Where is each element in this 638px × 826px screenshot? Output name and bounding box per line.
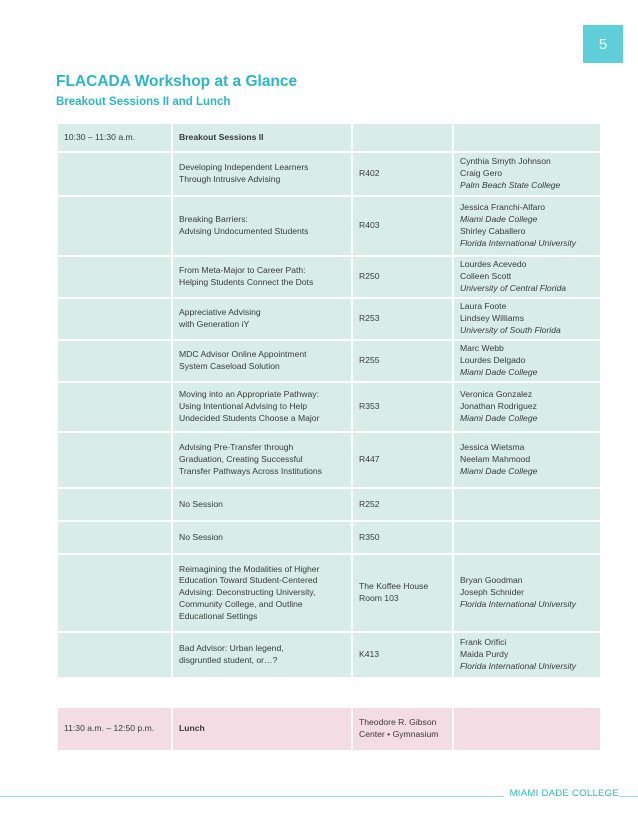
presenter-name: Craig Gero [460,168,503,179]
empty-cell [453,707,601,751]
presenter-name: Lindsey Williams [460,313,524,324]
time-cell [57,340,172,382]
time-cell [57,152,172,196]
title-line: Bad Advisor: Urban legend, [179,643,284,654]
room-line: The Koffee House [359,581,429,592]
session-presenters [453,382,601,432]
session-room [352,432,453,488]
session-presenters [453,298,601,340]
session-room [352,488,453,521]
header-row [57,123,601,152]
lunch-label: Lunch [172,707,352,751]
lunch-location [352,707,453,751]
time-cell [57,632,172,678]
session-presenters [453,432,601,488]
title-line: MDC Advisor Online Appointment [179,349,307,360]
presenter-institution: Palm Beach State College [460,179,561,190]
presenter-name: Veronica Gonzalez [460,389,533,400]
presenter-institution: Miami Dade College [460,412,538,423]
presenter-name: Bryan Goodman [460,575,523,586]
lunch-row [57,707,601,751]
presenter-name: Neelam Mahmood [460,454,531,465]
session-presenters [453,196,601,256]
presenter-institution: University of Central Florida [460,282,567,293]
session-row [57,521,601,554]
time-cell [57,382,172,432]
session-row [57,432,601,488]
footer-brand: MIAMI DADE COLLEGE [504,788,619,799]
presenter-name: Laura Foote [460,301,507,312]
presenter-name: Jonathan Rodriguez [460,401,537,412]
presenter-name: Lourdes Delgado [460,355,526,366]
session-title [172,152,352,196]
title-line: Graduation, Creating Successful [179,454,303,465]
page-number: 5 [583,25,623,63]
empty-cell [352,123,453,152]
title-line: Advising: Deconstructing University, [179,587,316,598]
presenter-name: Shirley Caballero [460,226,526,236]
session-room [352,521,453,554]
session-room [352,340,453,382]
session-title [172,521,352,554]
session-row [57,488,601,521]
time-cell [57,298,172,340]
time-cell [57,521,172,554]
title-line: No Session [179,531,223,542]
title-line: No Session [179,498,223,509]
title-line: Developing Independent Learners [179,162,309,173]
presenter-name: Joseph Schnider [460,587,525,598]
room-line: R447 [359,454,380,465]
session-row [57,152,601,196]
room-line: R350 [359,531,380,542]
session-title [172,554,352,632]
title-line: Transfer Pathways Across Institutions [179,465,322,476]
title-line: Through Intrusive Advising [179,174,281,184]
session-row [57,382,601,432]
presenter-institution: Miami Dade College [460,214,538,225]
title-line: Education Toward Student-Centered [179,575,318,586]
room-line: R252 [359,498,380,509]
lunch-time: 11:30 a.m. – 12:50 p.m. [57,707,172,751]
time-cell [57,256,172,298]
time-cell [57,554,172,632]
title-line: Advising Pre-Transfer through [179,442,294,453]
room-line: R403 [359,220,380,231]
session-presenters [453,554,601,632]
session-room [352,382,453,432]
presenter-institution: Miami Dade College [460,465,538,476]
session-title [172,298,352,340]
lunch-table [56,706,602,752]
presenter-name: Maida Purdy [460,649,509,660]
breakout-sessions-table [56,122,602,679]
presenter-institution: Florida International University [460,660,577,671]
session-room [352,632,453,678]
title-line: Helping Students Connect the Dots [179,277,314,287]
title-line: Using Intentional Advising to Help [179,401,308,412]
presenter-name: Lourdes Acevedo [460,259,527,270]
location-line: Theodore R. Gibson [359,717,437,728]
presenter-institution: Florida International University [460,598,577,609]
session-row [57,632,601,678]
session-presenters [453,152,601,196]
session-title [172,196,352,256]
session-row [57,196,601,256]
page-subtitle: Breakout Sessions II and Lunch [56,96,231,108]
session-room [352,152,453,196]
presenter-name: Frank Orifici [460,637,507,648]
time-cell: 10:30 – 11:30 a.m. [57,123,172,152]
page-title: FLACADA Workshop at a Glance [56,73,298,90]
room-line: R250 [359,271,380,282]
session-title [172,340,352,382]
session-row [57,340,601,382]
title-line: From Meta-Major to Career Path: [179,265,306,276]
title-line: Moving into an Appropriate Pathway: [179,389,319,400]
time-cell [57,488,172,521]
presenter-institution: Miami Dade College [460,366,538,377]
title-line: Undecided Students Choose a Major [179,412,320,423]
session-presenters [453,521,601,554]
presenter-name: Cynthia Smyth Johnson [460,156,551,167]
presenter-institution: Florida International University [460,237,577,248]
presenter-name: Jessica Wietsma [460,442,525,453]
session-title [172,256,352,298]
session-title [172,432,352,488]
session-row [57,256,601,298]
room-line: Room 103 [359,593,399,603]
title-line: Breaking Barriers: [179,214,248,225]
title-line: System Caseload Solution [179,361,280,371]
session-presenters [453,632,601,678]
presenter-name: Jessica Franchi-Alfaro [460,202,546,213]
session-presenters [453,488,601,521]
title-line: Community College, and Outline [179,598,303,609]
session-presenters [453,256,601,298]
room-line: R402 [359,168,380,179]
presenter-name: Marc Webb [460,343,504,354]
room-line: R255 [359,355,380,366]
title-line: with Generation iY [179,319,250,329]
session-title [172,632,352,678]
session-heading: Breakout Sessions II [172,123,352,152]
room-line: K413 [359,649,380,660]
room-line: R253 [359,313,380,324]
title-line: disgruntled student, or…? [179,655,278,665]
title-line: Appreciative Advising [179,307,261,318]
session-presenters [453,340,601,382]
session-row [57,554,601,632]
presenter-name: Colleen Scott [460,271,512,282]
session-room [352,256,453,298]
session-room [352,196,453,256]
location-line: Center • Gymnasium [359,729,439,739]
room-line: R353 [359,401,380,412]
time-cell [57,432,172,488]
session-title [172,382,352,432]
session-room [352,298,453,340]
title-line: Advising Undocumented Students [179,226,309,236]
empty-cell [453,123,601,152]
session-title [172,488,352,521]
presenter-institution: University of South Florida [460,324,561,335]
time-cell [57,196,172,256]
title-line: Reimagining the Modalities of Higher [179,563,320,574]
session-room [352,554,453,632]
session-row [57,298,601,340]
title-line: Educational Settings [179,610,258,621]
